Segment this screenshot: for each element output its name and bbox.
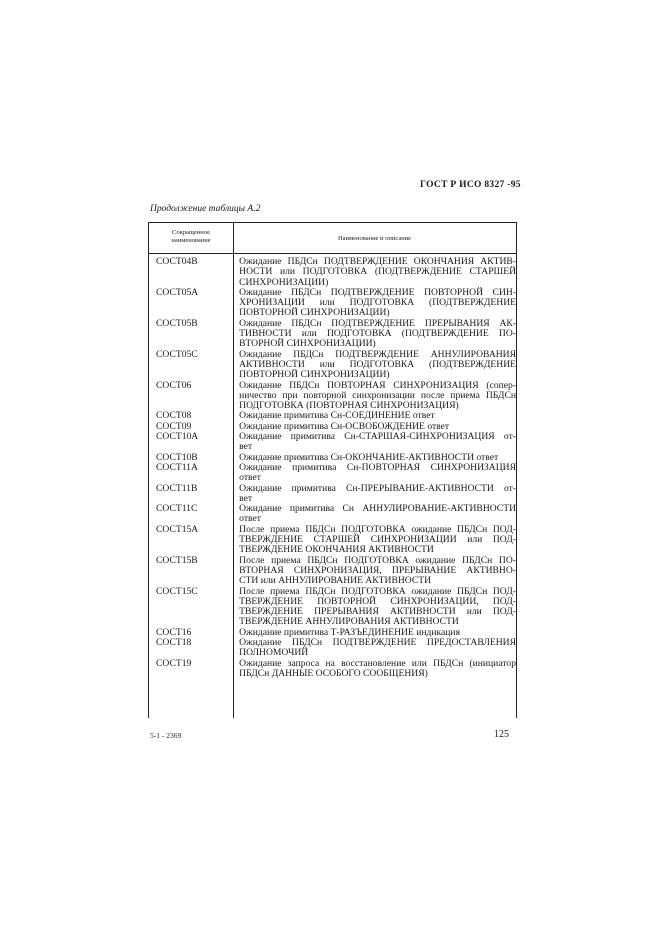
description-line: Ожидание ПБДСн ПОДТВЕРЖДЕНИЕ ПРЕДОСТАВЛЕНИЯ [239,636,516,648]
description-line: АКТИВНОСТИ или ПОДГОТОВКА (ПОДТВЕРЖДЕНИЕ [239,358,516,370]
row-description [239,432,516,453]
description-line: ПОВТОРНОЙ СИНХРОНИЗАЦИИ) [239,307,390,319]
row-description [239,638,516,659]
row-abbreviation: СОСТ15В [156,554,198,566]
description-line: ХРОНИЗАЦИИ или ПОДГОТОВКА (ПОДТВЕРЖДЕНИЕ [239,297,516,309]
row-abbreviation: СОСТ09 [156,420,192,432]
description-line: НОСТИ или ПОДГОТОВКА (ПОДТВЕРЖДЕНИЕ СТАРШЕЙ [239,266,516,278]
row-abbreviation: СОСТ11А [156,461,198,473]
row-description [239,556,516,587]
table-row [149,319,516,350]
description-line: ПОВТОРНОЙ СИНХРОНИЗАЦИИ) [239,369,390,381]
row-abbreviation: СОСТ06 [156,379,192,391]
description-line: ПОДГОТОВКА (ПОВТОРНАЯ СИНХРОНИЗАЦИЯ) [239,400,459,412]
description-line: Ожидание ПБДСн ПОДТВЕРЖДЕНИЕ ПРЕРЫВАНИЯ АК- [239,317,516,329]
row-description [239,484,516,505]
row-abbreviation: СОСТ05В [156,317,198,329]
row-abbreviation: СОСТ16 [156,626,192,638]
column-header-abbreviation-line: наименование [171,237,211,244]
row-description [239,381,516,412]
row-abbreviation: СОСТ15С [156,585,198,597]
description-line: Ожидание примитива Сн АННУЛИРОВАНИЕ-АКТИВНОСТИ [239,503,516,515]
table-row [149,504,516,525]
row-abbreviation: СОСТ10А [156,431,199,443]
table-row [149,257,516,288]
row-abbreviation: СОСТ15А [156,523,199,535]
description-line: После приема ПБДСн ПОДГОТОВКА ожидание ПБДСн ПО- [239,554,516,566]
row-abbreviation: СОСТ11С [156,503,198,515]
table-row [149,659,516,680]
description-line: Ожидание ПБДСн ПОВТОРНАЯ СИНХРОНИЗАЦИЯ (сопер- [239,379,516,391]
description-line: ВТОРНОЙ СИНХРОНИЗАЦИИ) [239,338,376,350]
table-row [149,525,516,556]
column-header-name: Наименование и описание [337,235,412,242]
row-abbreviation: СОСТ08 [156,410,192,422]
description-line: Ожидание примитива Сн-СОЕДИНЕНИЕ ответ [239,410,435,422]
table-row [149,638,516,659]
description-line: ответ [239,472,261,484]
table-row [149,288,516,319]
row-description [239,350,516,381]
table-row [149,432,516,453]
description-line: ТВЕРЖДЕНИЕ ПРЕРЫВАНИЯ АКТИВНОСТИ или ПОД- [239,606,516,618]
description-line: ВТОРНАЯ СИНХРОНИЗАЦИЯ, ПРЕРЫВАНИЕ АКТИВНО- [239,564,516,576]
description-line: ответ [239,513,261,525]
page-number: 125 [494,729,509,740]
column-header-abbreviation [151,229,231,245]
column-divider [233,223,234,254]
description-line: ТВЕРЖДЕНИЕ СТАРШЕЙ СИНХРОНИЗАЦИИ или ПОД- [239,534,516,546]
description-line: Ожидание ПБДСн ПОДТВЕРЖДЕНИЕ ПОВТОРНОЙ СИН- [239,286,516,298]
footer-print-code: 5-1 - 2369 [150,731,182,740]
table-body [149,257,516,679]
description-line: ТВЕРЖДЕНИЕ ОКОНЧАНИЯ АКТИВНОСТИ [239,544,434,556]
row-description [239,319,516,350]
description-line: После приема ПБДСн ПОДГОТОВКА ожидание ПБДСн ПОД- [239,523,516,535]
description-line: вет [239,441,253,453]
row-description [239,504,516,525]
description-line: После приема ПБДСн ПОДГОТОВКА ожидание ПБДСн ПОД- [239,585,516,597]
row-description [239,463,516,484]
row-abbreviation: СОСТ05С [156,348,198,360]
description-line: Ожидание примитива Т-РАЗЪЕДИНЕНИЕ индикация [239,626,460,638]
table-row [149,587,516,628]
description-line: Ожидание запроса на восстановление или ПБДСн (инициатор [239,657,516,669]
description-line: Ожидание ПБДСн ПОДТВЕРЖДЕНИЕ АННУЛИРОВАНИЯ [239,348,516,360]
description-line: Ожидание примитива Сн-ОСВОБОЖДЕНИЕ ответ [239,420,450,432]
row-description [239,587,516,628]
row-description [239,525,516,556]
description-line: ТИВНОСТИ или ПОДГОТОВКА (ПОДТВЕРЖДЕНИЕ ПО- [239,328,516,340]
row-abbreviation: СОСТ04В [156,256,198,267]
table-row [149,381,516,412]
description-line: Ожидание примитива Сн-ПРЕРЫВАНИЕ-АКТИВНОСТИ от- [239,482,516,494]
table-header [149,222,516,254]
row-description [239,659,516,680]
table-row [149,556,516,587]
description-line: ПОЛНОМОЧИЙ [239,647,309,659]
row-description [239,257,516,288]
description-line: СИНХРОНИЗАЦИИ) [239,276,329,288]
description-line: вет [239,492,253,504]
description-line: ТВЕРЖДЕНИЕ ПОВТОРНОЙ СИНХРОНИЗАЦИИ, ПОД- [239,595,516,607]
description-line: СТИ или АННУЛИРОВАНИЕ АКТИВНОСТИ [239,575,432,587]
table-row [149,484,516,505]
description-line: ТВЕРЖДЕНИЕ АННУЛИРОВАНИЯ АКТИВНОСТИ [239,616,459,628]
standard-id: ГОСТ Р ИСО 8327 -95 [420,180,521,190]
row-abbreviation: СОСТ11В [156,482,198,494]
row-description [239,288,516,319]
description-line: Ожидание примитива Сн-СТАРШАЯ-СИНХРОНИЗАЦИЯ от- [239,431,516,443]
table-continuation-label: Продолжение таблицы А.2 [150,204,261,214]
table-row [149,350,516,381]
row-abbreviation: СОСТ18 [156,636,192,648]
description-line: ПБДСн ДАННЫЕ ОСОБОГО СООБЩЕНИЯ) [239,667,428,679]
description-line: ничество при повторной синхронизации после приема ПБДСн [239,389,516,401]
row-abbreviation: СОСТ19 [156,657,192,669]
description-line: Ожидание ПБДСн ПОДТВЕРЖДЕНИЕ ОКОНЧАНИЯ АКТИВ- [239,256,516,267]
definitions-table [148,222,517,718]
row-abbreviation: СОСТ05А [156,286,199,298]
table-row [149,463,516,484]
description-line: Ожидание примитива Сн-ПОВТОРНАЯ СИНХРОНИЗАЦИЯ [239,461,516,473]
column-header-abbreviation-line: Сокращенное [172,229,210,236]
row-abbreviation: СОСТ10В [156,451,198,463]
description-line: Ожидание примитива Сн-ОКОНЧАНИЕ-АКТИВНОСТИ ответ [239,451,499,463]
